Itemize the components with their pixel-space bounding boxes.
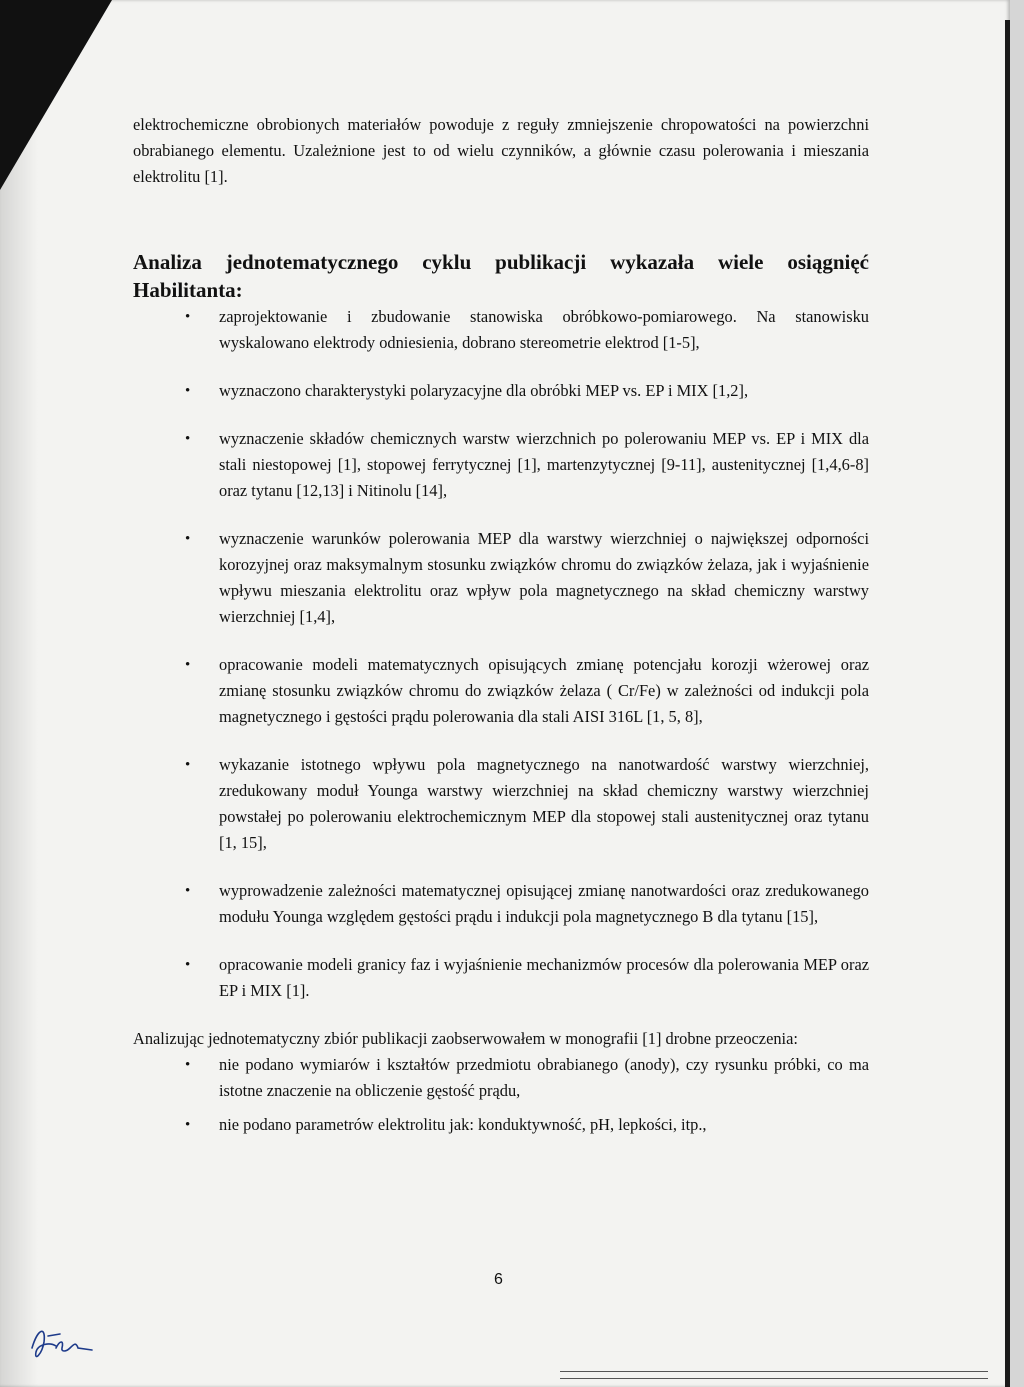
observations-list: [133, 1052, 869, 1138]
list-item: [133, 652, 869, 730]
handwritten-signature-icon: [26, 1318, 96, 1366]
page-content: [133, 112, 869, 1146]
bullet-icon: •: [185, 1057, 191, 1073]
list-item: [133, 526, 869, 630]
list-item-text: opracowanie modeli granicy faz i wyjaśnienie mechanizmów procesów dla polerowania MEP oraz EP i MIX [1].: [219, 955, 869, 1000]
list-item: [133, 752, 869, 856]
bullet-icon: •: [185, 883, 191, 899]
list-item-text: nie podano wymiarów i kształtów przedmiotu obrabianego (anody), czy rysunku próbki, co ma istotne znaczenie na obliczenie gęstość prądu,: [219, 1055, 869, 1100]
list-item-text: wyznaczono charakterystyki polaryzacyjne dla obróbki MEP vs. EP i MIX [1,2],: [219, 381, 749, 400]
list-item: [133, 1052, 869, 1104]
observations-intro: Analizując jednotematyczny zbiór publikacji zaobserwowałem w monografii [1] drobne przeoczenia:: [133, 1029, 798, 1048]
page-number: 6: [494, 1271, 503, 1288]
list-item-text: wykazanie istotnego wpływu pola magnetycznego na nanotwardość warstwy wierzchniej, zredukowany moduł Younga warstwy wierzchniej na skład chemiczny warstwy wierzchniej powstałej po polerowaniu elektrochemicznym MEP dla stopowej stali austenitycznej oraz tytanu [1, 15],: [219, 755, 869, 852]
bullet-icon: •: [185, 757, 191, 773]
bullet-icon: •: [185, 957, 191, 973]
list-item: [133, 952, 869, 1004]
list-item: [133, 426, 869, 504]
bullet-icon: •: [185, 1117, 191, 1133]
bullet-icon: •: [185, 431, 191, 447]
scan-edge-bar: [1005, 20, 1010, 1387]
scan-margin: [1010, 0, 1024, 1387]
bullet-icon: •: [185, 531, 191, 547]
section-heading: Analiza jednotematycznego cyklu publikacji wykazała wiele osiągnięć Habilitanta:: [133, 250, 869, 302]
list-item: [133, 1112, 869, 1138]
list-item-text: opracowanie modeli matematycznych opisujących zmianę potencjału korozji wżerowej oraz zmianę stosunku związków chromu do związków żelaza ( Cr/Fe) w zależności od indukcji pola magnetycznego i gęstości prądu polerowania dla stali AISI 316L [1, 5, 8],: [219, 655, 869, 726]
bullet-icon: •: [185, 657, 191, 673]
bullet-icon: •: [185, 383, 191, 399]
list-item-text: nie podano parametrów elektrolitu jak: konduktywność, pH, lepkości, itp.,: [219, 1115, 707, 1134]
intro-paragraph: elektrochemiczne obrobionych materiałów powoduje z reguły zmniejszenie chropowatości na powierzchni obrabianego elementu. Uzależnione jest to od wielu czynników, a głównie czasu polerowania i mieszania elektrolitu [1].: [133, 115, 869, 186]
bullet-icon: •: [185, 309, 191, 325]
list-item: [133, 378, 869, 404]
list-item-text: zaprojektowanie i zbudowanie stanowiska obróbkowo-pomiarowego. Na stanowisku wyskalowano elektrody odniesienia, dobrano stereometrie elektrod [1-5],: [219, 307, 869, 352]
list-item-text: wyznaczenie warunków polerowania MEP dla warstwy wierzchniej o największej odporności korozyjnej oraz maksymalnym stosunku związków chromu do związków żelaza, jak i wyjaśnienie wpływu mieszania elektrolitu oraz wpływ pola magnetycznego na skład chemiczny warstwy wierzchniej [1,4],: [219, 529, 869, 626]
list-item: [133, 304, 869, 356]
scan-shadow: [0, 0, 38, 1387]
scan-bottom-lines: [560, 1371, 988, 1379]
achievements-list: [133, 304, 869, 1004]
list-item-text: wyznaczenie składów chemicznych warstw wierzchnich po polerowaniu MEP vs. EP i MIX dla stali niestopowej [1], stopowej ferrytycznej [1], martenzytycznej [9-11], austenitycznej [1,4,6-8] oraz tytanu [12,13] i Nitinolu [14],: [219, 429, 869, 500]
list-item-text: wyprowadzenie zależności matematycznej opisującej zmianę nanotwardości oraz zredukowanego modułu Younga względem gęstości prądu i indukcji pola magnetycznego B dla tytanu [15],: [219, 881, 869, 926]
list-item: [133, 878, 869, 930]
scan-corner-artifact: [0, 0, 112, 190]
